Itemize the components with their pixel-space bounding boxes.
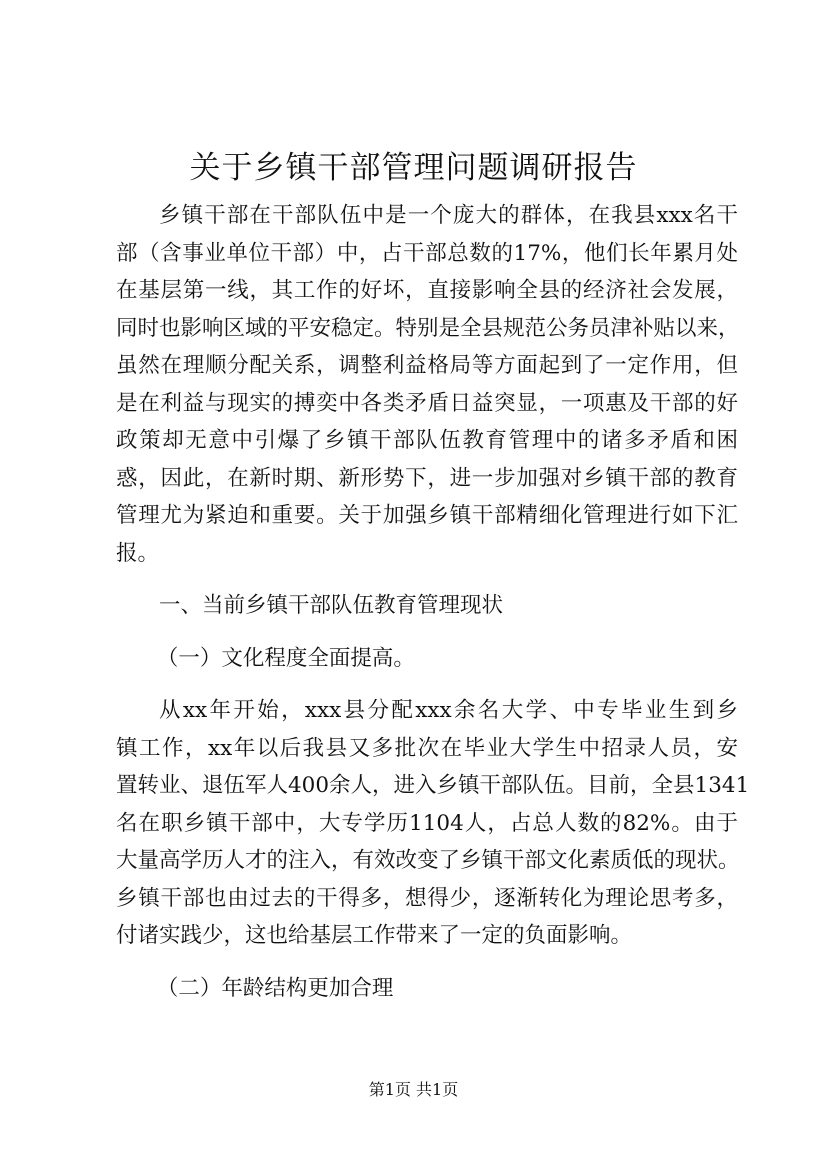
paragraph-line: 名在职乡镇干部中，大专学历1104人，占总人数的82%。由于 — [116, 810, 738, 836]
paragraph-line: 置转业、退伍军人400余人，进入乡镇干部队伍。目前，全县1341 — [116, 773, 750, 798]
intro-paragraph — [116, 197, 738, 572]
paragraph-line: 虽然在理顺分配关系，调整利益格局等方面起到了一定作用，但 — [116, 353, 738, 378]
paragraph-line: 惑，因此，在新时期、新形势下，进一步加强对乡镇干部的教育 — [116, 465, 738, 491]
page-footer: 第1页 共1页 — [368, 1080, 459, 1099]
paragraph-line: 报。 — [116, 540, 160, 566]
subsection-paragraph — [116, 692, 750, 955]
paragraph-line: 镇工作，xx年以后我县又多批次在毕业大学生中招录人员，安 — [116, 735, 738, 761]
document-body — [116, 197, 750, 1007]
paragraph-line: 乡镇干部也由过去的干得多，想得少，逐渐转化为理论思考多， — [116, 885, 738, 911]
paragraph-line: 政策却无意中引爆了乡镇干部队伍教育管理中的诸多矛盾和困 — [116, 428, 738, 453]
subsection-heading: （二）年龄结构更加合理 — [156, 975, 394, 1001]
paragraph-line: 付诸实践少，这也给基层工作带来了一定的负面影响。 — [116, 923, 633, 948]
paragraph-line: 部（含事业单位干部）中，占干部总数的17%，他们长年累月处 — [116, 240, 738, 266]
document-title: 关于乡镇干部管理问题调研报告 — [189, 150, 638, 186]
paragraph-line: 乡镇干部在干部队伍中是一个庞大的群体，在我县xxx名干 — [159, 203, 738, 228]
paragraph-line: 是在利益与现实的搏奕中各类矛盾日益突显，一项惠及干部的好 — [116, 390, 738, 416]
section-heading: 一、当前乡镇干部队伍教育管理现状 — [159, 593, 504, 618]
paragraph-line: 从xx年开始，xxx县分配xxx余名大学、中专毕业生到乡 — [159, 698, 738, 723]
paragraph-line: 大量高学历人才的注入，有效改变了乡镇干部文化素质低的现状。 — [116, 848, 740, 873]
paragraph-line: 管理尤为紧迫和重要。关于加强乡镇干部精细化管理进行如下汇 — [116, 503, 738, 528]
paragraph-line: 同时也影响区域的平安稳定。特别是全县规范公务员津补贴以来， — [116, 315, 740, 341]
paragraph-line: 在基层第一线，其工作的好坏，直接影响全县的经济社会发展， — [116, 278, 738, 303]
subsection-heading: （一）文化程度全面提高。 — [156, 645, 415, 671]
